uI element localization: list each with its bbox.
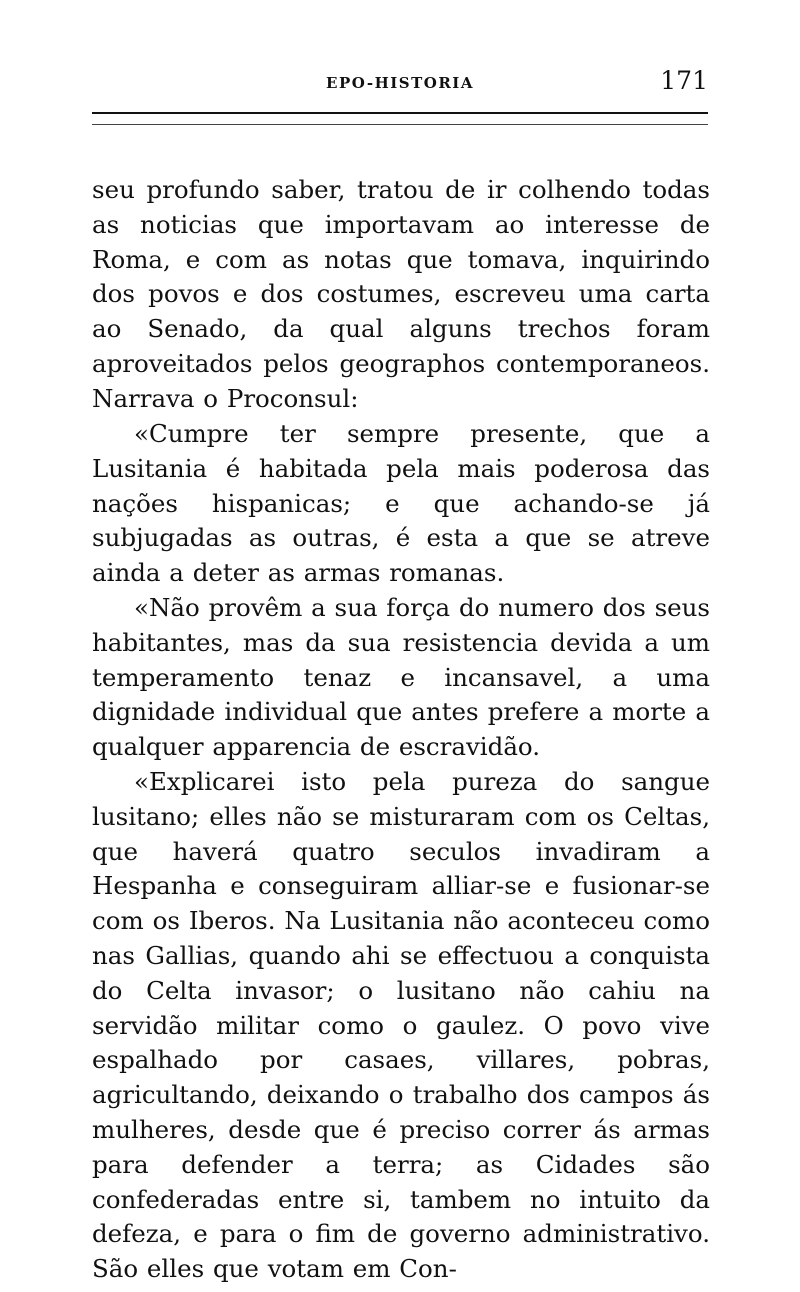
header-rule-thick (92, 112, 708, 114)
header-rule-thin (92, 124, 708, 125)
page-number: 171 (660, 66, 708, 95)
intro-text-block (92, 173, 710, 417)
quote-paragraph-2: «Não provêm a sua força do numero dos seus habitantes, mas da sua resistencia devida a um temperamento tenaz e incansavel, a uma dignidade individual que antes prefere a morte a qualquer apparencia de escravidão. (92, 592, 710, 762)
running-title: EPO-HISTORIA (326, 74, 474, 92)
quote-paragraph-1: «Cumpre ter sempre presente, que a Lusitania é habitada pela mais poderosa das nações hispanicas; e que achando-se já subjugadas as outras, é esta a que se atreve ainda a deter as armas romanas. (92, 419, 710, 588)
intro-paragraph: seu profundo saber, tratou de ir colhendo todas as noticias que importavam ao interesse de Roma, e com as notas que tomava, inquirindo dos povos e dos costumes, escreveu uma carta ao Senado, da qual alguns trechos foram aproveitados pelos geographos contemporaneos. Narrava o Proconsul: (92, 175, 710, 413)
quote-paragraph-3: «Explicarei isto pela pureza do sangue lusitano; elles não se misturaram com os Celtas, que haverá quatro seculos invadiram a Hespanha e conseguiram alliar-se e fusionar-se com os Iberos. Na Lusitania não aconteceu como nas Gallias, quando ahi se effectuou a conquista do Celta invasor; o lusitano não cahiu na servidão militar como o gaulez. O povo vive espalhado por casaes, villares, pobras, agricultando, deixando o trabalho dos campos ás mulheres, desde que é preciso correr ás armas para defender a terra; as Cidades são confederadas entre si, tambem no intuito da defeza, e para o fim de governo administrativo. São elles que votam em Con- (92, 766, 710, 1284)
quote-text-block (92, 417, 710, 1287)
running-head (90, 66, 710, 102)
